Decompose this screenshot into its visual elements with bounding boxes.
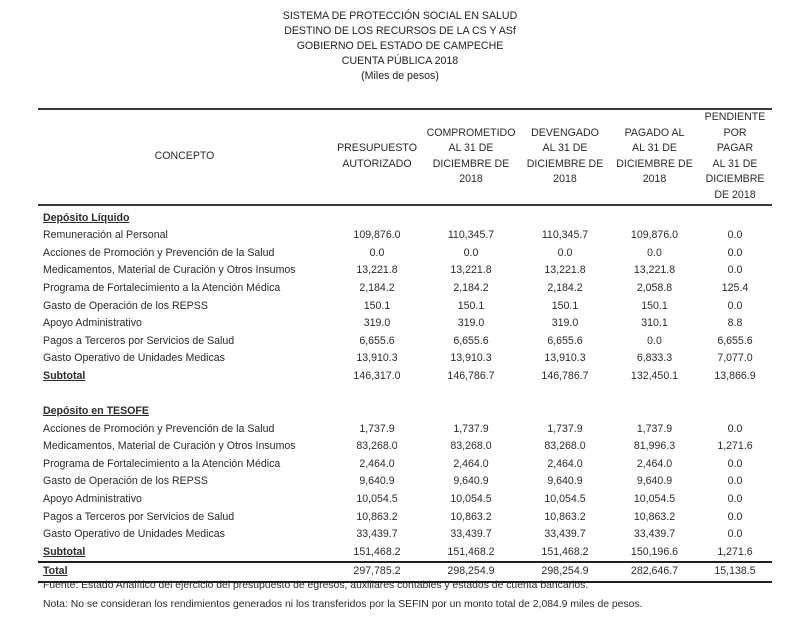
value-cell: 8.8 [727,317,743,330]
value-cell: 6,655.6 [453,334,489,347]
table-header-row [38,109,772,205]
concept-cell: Apoyo Administrativo [43,317,142,330]
value-cell: 83,268.0 [450,440,492,453]
subtotal-row [38,368,772,386]
value-cell: 0.0 [727,299,743,312]
value-cell: 151,468.2 [331,544,423,563]
value-cell: 2,464.0 [547,457,583,470]
column-header-line: PAGAR [716,142,754,155]
value-cell: 1,737.9 [453,422,489,435]
column-header-line: PAGADO AL [624,126,685,139]
value-cell: 150.1 [457,299,485,312]
value-cell: 33,439.7 [356,528,398,541]
value-cell: 10,863.2 [450,510,492,523]
report-title-block [0,9,800,84]
concept-cell: Medicamentos, Material de Curación y Otros Insumos [43,264,296,277]
value-cell: 1,737.9 [636,422,673,435]
value-cell [519,403,611,421]
value-cell [331,386,423,404]
column-header-line: DICIEMBRE DE [432,157,510,170]
value-cell: 13,910.3 [450,352,492,365]
column-header-line: DICIEMBRE DE [616,157,693,170]
value-cell: 1,737.9 [547,422,583,435]
value-cell: 83,268.0 [356,440,398,453]
table-row [38,473,772,491]
value-cell: 10,054.5 [450,493,492,506]
value-cell [611,403,698,421]
value-cell: 0.0 [727,229,743,242]
column-header-line: DE 2018 [714,188,756,201]
column-header-line: POR [723,126,747,139]
value-cell [331,210,423,228]
value-cell: 81,996.3 [633,440,676,453]
concept-cell: Pagos a Terceros por Servicios de Salud [43,334,235,347]
concept-cell [38,386,331,404]
value-cell: 33,439.7 [544,528,586,541]
value-cell: 13,221.8 [450,264,492,277]
value-cell: 2,184.2 [547,281,583,294]
value-cell: 2,058.8 [636,281,673,294]
value-cell: 319.0 [363,317,391,330]
concept-cell: Pagos a Terceros por Servicios de Salud [43,510,235,523]
value-cell: 10,054.5 [633,493,676,506]
report-title-line: DESTINO DE LOS RECURSOS DE LA CS Y ASf [284,25,516,37]
concept-cell: Subtotal [43,369,86,382]
value-cell: 319.0 [551,317,579,330]
column-header-line: AUTORIZADO [342,157,412,170]
value-cell: 0.0 [727,264,743,277]
column-header-line: PENDIENTE [704,111,766,123]
concept-cell: Acciones de Promoción y Prevención de la Salud [43,422,275,435]
value-cell: 6,655.6 [359,334,395,347]
value-cell: 15,138.5 [698,562,772,582]
column-header-line: AL 31 DE [712,157,758,170]
value-cell [611,386,698,404]
table-row [38,245,772,263]
column-header-line: 2018 [459,173,483,186]
value-cell: 151,468.2 [519,544,611,563]
value-cell: 0.0 [463,246,479,259]
value-cell: 0.0 [727,422,743,435]
value-cell: 9,640.9 [636,475,673,488]
value-cell: 33,439.7 [633,528,676,541]
source-note: Fuente: Estado Analítico del ejercicio del presupuesto de egresos, auxiliares contables y estados de cuenta bancarios. [43,580,589,591]
value-cell: 109,876.0 [630,229,679,242]
table-row [38,333,772,351]
value-cell: 13,866.9 [714,369,756,382]
section-header-row [38,210,772,228]
value-cell: 282,646.7 [611,562,698,582]
concept-cell: Remuneración al Personal [43,229,168,242]
column-header-pagado [611,109,698,205]
budget-table [38,108,772,583]
spacer-row [38,386,772,404]
table-row [38,350,772,368]
column-header-line: PRESUPUESTO [337,142,417,155]
value-cell: 33,439.7 [450,528,492,541]
table-row [38,421,772,439]
concept-cell: Acciones de Promoción y Prevención de la Salud [43,246,275,259]
value-cell: 13,910.3 [544,352,586,365]
value-cell: 0.0 [557,246,573,259]
value-cell: 150.1 [641,299,668,312]
value-cell: 297,785.2 [331,562,423,582]
value-cell: 9,640.9 [547,475,583,488]
concept-cell: Programa de Fortalecimiento a la Atención Médica [43,281,281,294]
value-cell [698,210,772,228]
column-header-comprometido [423,109,519,205]
value-cell: 2,184.2 [359,281,395,294]
value-cell: 6,655.6 [717,334,753,347]
value-cell: 0.0 [727,493,743,506]
value-cell: 150.1 [551,299,579,312]
value-cell [423,210,519,228]
report-units: (Miles de pesos) [361,70,439,82]
concept-cell: Apoyo Administrativo [43,493,142,506]
column-header-line: 2018 [642,173,667,186]
concept-cell: Subtotal [38,544,331,563]
concept-cell: Depósito en TESOFE [43,405,149,418]
table-row [38,298,772,316]
value-cell: 0.0 [727,457,743,470]
table-row [38,456,772,474]
column-header-line: AL 31 DE [542,142,588,155]
concept-cell: Gasto Operativo de Unidades Medicas [43,528,225,541]
subtotal-row [38,544,772,563]
table-row [38,262,772,280]
column-header-presupuesto [331,109,423,205]
value-cell: 13,221.8 [356,264,398,277]
value-cell: 6,833.3 [636,352,673,365]
value-cell: 310.1 [641,317,668,330]
column-header-devengado [519,109,611,205]
concept-cell: Gasto Operativo de Unidades Medicas [43,352,225,365]
value-cell: 0.0 [647,246,662,259]
footnotes [43,576,643,614]
value-cell: 146,786.7 [541,369,589,382]
value-cell [698,403,772,421]
value-cell: 146,786.7 [447,369,495,382]
value-cell: 10,863.2 [544,510,586,523]
value-cell: 9,640.9 [359,475,395,488]
value-cell [423,386,519,404]
value-cell: 0.0 [727,475,743,488]
value-cell [611,210,698,228]
value-cell: 146,317.0 [353,369,401,382]
value-cell: 1,737.9 [359,422,395,435]
concept-cell: Gasto de Operación de los REPSS [43,299,208,312]
column-header-pendiente [698,109,772,205]
value-cell [519,386,611,404]
table-row [38,280,772,298]
value-cell: 13,221.8 [544,264,586,277]
value-cell: 0.0 [727,528,743,541]
concept-cell: Depósito Líquido [43,211,130,224]
value-cell: 1,271.6 [717,440,753,453]
value-cell: 150,196.6 [611,544,698,563]
table-row [38,438,772,456]
value-cell [423,403,519,421]
table-row [38,315,772,333]
value-cell: 0.0 [369,246,385,259]
value-cell: 125.4 [721,281,749,294]
value-cell: 13,221.8 [633,264,676,277]
value-cell: 2,184.2 [453,281,489,294]
column-header-line: DEVENGADO [531,126,599,139]
value-cell: 132,450.1 [630,369,679,382]
value-cell: 10,054.5 [544,493,586,506]
table-row [38,509,772,527]
value-cell: 83,268.0 [544,440,586,453]
column-header-line: COMPROMETIDO [426,126,516,139]
column-header-line: DICIEMBRE [705,173,765,186]
value-cell: 1,271.6 [698,544,772,563]
concept-cell: Medicamentos, Material de Curación y Otros Insumos [43,440,296,453]
column-header-line: 2018 [553,173,577,186]
value-cell: 319.0 [457,317,485,330]
value-cell: 9,640.9 [453,475,489,488]
value-cell: 0.0 [727,510,743,523]
value-cell [331,403,423,421]
column-header-line: AL 31 DE [632,142,677,155]
value-cell: 150.1 [363,299,391,312]
value-cell: 110,345.7 [447,229,495,242]
report-title-line: GOBIERNO DEL ESTADO DE CAMPECHE [296,40,504,52]
value-cell: 6,655.6 [547,334,583,347]
value-cell: 109,876.0 [353,229,401,242]
value-cell [519,210,611,228]
value-cell: 7,077.0 [717,352,753,365]
concept-cell: Total [38,562,331,582]
report-title-line: SISTEMA DE PROTECCIÓN SOCIAL EN SALUD [282,10,518,22]
remark-note: Nota: No se consideran los rendimientos generados ni los transferidos por la SEFIN por un monto total de 2,084.9 miles de pesos. [43,599,643,610]
value-cell: 10,863.2 [633,510,676,523]
column-header-line: DICIEMBRE DE [526,157,604,170]
value-cell: 2,464.0 [636,457,673,470]
column-header-concepto [38,109,331,205]
section-header-row [38,403,772,421]
value-cell: 298,254.9 [423,562,519,582]
value-cell: 0.0 [727,246,743,259]
value-cell: 10,863.2 [356,510,398,523]
table-row [38,526,772,544]
value-cell: 10,054.5 [356,493,398,506]
value-cell: 2,464.0 [359,457,395,470]
table-row [38,491,772,509]
concept-cell: Gasto de Operación de los REPSS [43,475,208,488]
value-cell: 298,254.9 [519,562,611,582]
table-body [38,205,772,582]
value-cell [698,386,772,404]
column-header-line: AL 31 DE [448,142,494,155]
value-cell: 0.0 [647,334,662,347]
value-cell: 110,345.7 [541,229,589,242]
column-header-line: CONCEPTO [154,149,215,162]
value-cell: 151,468.2 [423,544,519,563]
concept-cell: Programa de Fortalecimiento a la Atención Médica [43,457,281,470]
value-cell: 13,910.3 [356,352,398,365]
table-row [38,227,772,245]
value-cell: 2,464.0 [453,457,489,470]
report-title-line: CUENTA PÚBLICA 2018 [341,55,459,67]
